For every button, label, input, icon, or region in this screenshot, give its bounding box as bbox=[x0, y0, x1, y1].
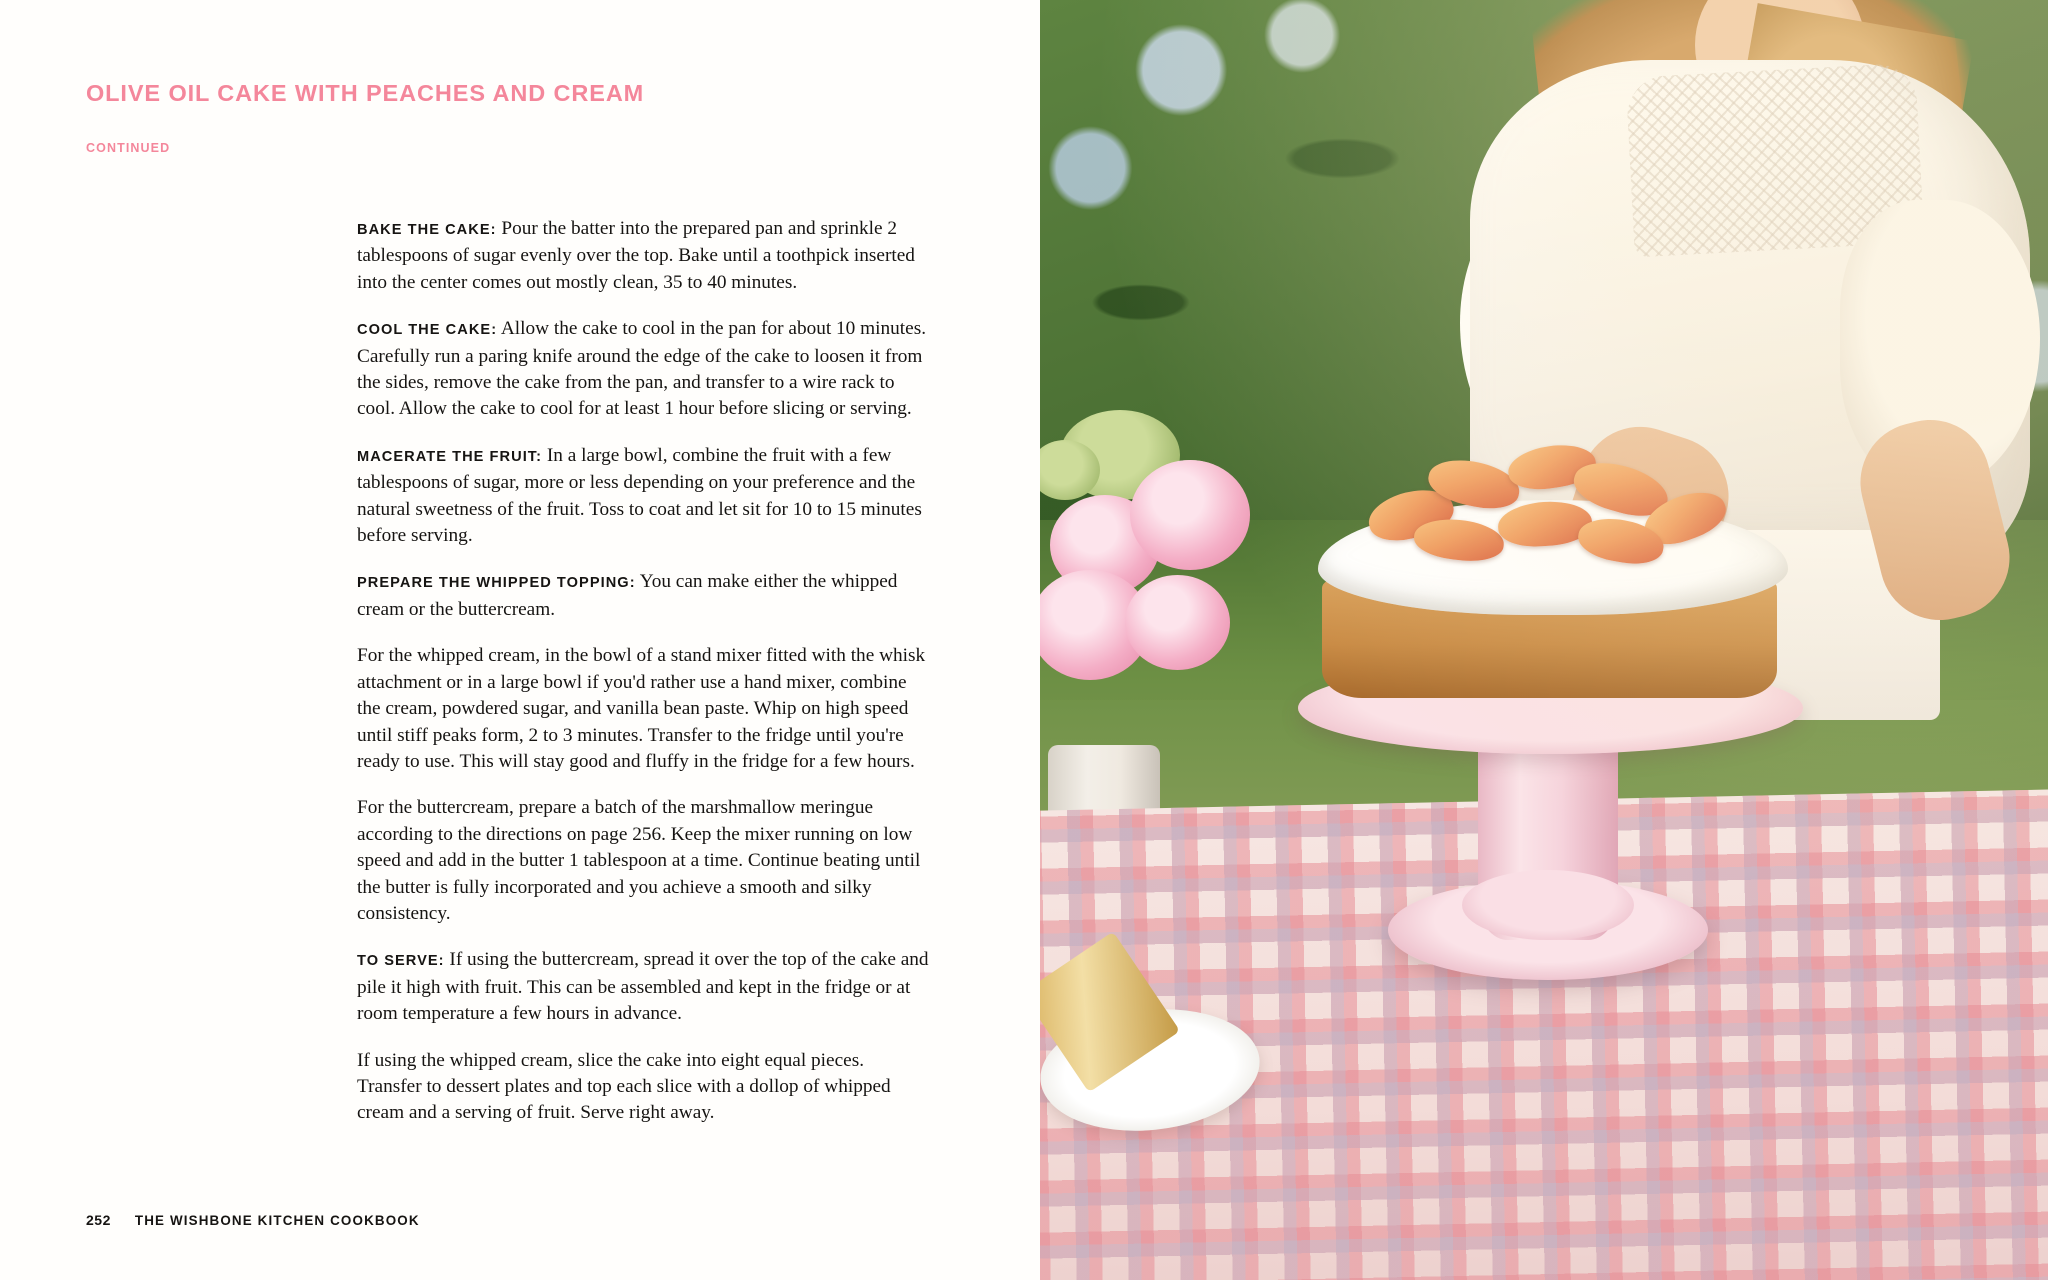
recipe-step bbox=[357, 216, 932, 296]
step-body: If using the whipped cream, slice the cake into eight equal pieces. Transfer to dessert plates and top each slice with a dollop of whipped cream and a serving of fruit. Serve right away. bbox=[357, 1049, 891, 1124]
page-footer bbox=[86, 1212, 420, 1228]
step-body: Pour the batter into the prepared pan and sprinkle 2 tablespoons of sugar evenly over the top. Bake until a toothpick inserted into the center comes out mostly clean, 35 to 40 minutes. bbox=[357, 218, 915, 293]
recipe-step bbox=[357, 795, 932, 927]
page-number: 252 bbox=[86, 1212, 111, 1228]
book-title: THE WISHBONE KITCHEN COOKBOOK bbox=[134, 1213, 420, 1228]
step-lead: PREPARE THE WHIPPED TOPPING: bbox=[357, 575, 636, 592]
cake-photograph bbox=[1040, 0, 2048, 1280]
peony-bouquet bbox=[1040, 400, 1260, 770]
step-body: For the whipped cream, in the bowl of a stand mixer fitted with the whisk attachment or in a large bowl if you'd rather use a hand mixer, combine the cream, powdered sugar, and vanilla bean paste. Whip on high speed until stiff peaks form, 2 to 3 minutes. Transfer to the fridge until you're ready to use. This will stay good and fluffy in the fridge for a few hours. bbox=[357, 645, 926, 772]
step-body: If using the buttercream, spread it over the top of the cake and pile it high with fruit. This can be assembled and kept in the fridge or at room temperature a few hours in advance. bbox=[357, 949, 929, 1025]
step-lead: COOL THE CAKE: bbox=[357, 322, 498, 339]
step-lead: BAKE THE CAKE: bbox=[357, 222, 497, 238]
continued-label: CONTINUED bbox=[86, 141, 171, 155]
recipe-photo-page bbox=[1040, 0, 2048, 1280]
recipe-step bbox=[357, 316, 932, 423]
step-body: Allow the cake to cool in the pan for about 10 minutes. Carefully run a paring knife around the edge of the cake to loosen it from the sides, remove the cake from the pan, and transfer to a wire rack to cool. Allow the cake to cool for at least 1 hour before slicing or serving. bbox=[357, 318, 927, 420]
recipe-step bbox=[357, 569, 932, 623]
recipe-step bbox=[357, 443, 932, 550]
recipe-step bbox=[357, 1048, 932, 1127]
step-lead: TO SERVE: bbox=[357, 953, 445, 970]
recipe-step bbox=[357, 947, 932, 1027]
recipe-step bbox=[357, 643, 932, 775]
step-lead: MACERATE THE FRUIT: bbox=[357, 448, 543, 465]
recipe-steps-column bbox=[357, 216, 932, 1147]
step-body: In a large bowl, combine the fruit with a few tablespoons of sugar, more or less depending on your preference and the natural sweetness of the fruit. Toss to coat and let sit for 10 to 15 minutes before serving. bbox=[357, 444, 922, 547]
step-body: For the buttercream, prepare a batch of the marshmallow meringue according to the directions on page 256. Keep the mixer running on low speed and add in the butter 1 tablespoon at a time. Continue beating until the butter is fully incorporated and you achieve a smooth and silky consistency. bbox=[357, 797, 921, 924]
page-title: OLIVE OIL CAKE WITH PEACHES AND CREAM bbox=[86, 80, 645, 106]
step-body: You can make either the whipped cream or the buttercream. bbox=[357, 571, 898, 620]
peach-slices bbox=[1358, 440, 1738, 570]
